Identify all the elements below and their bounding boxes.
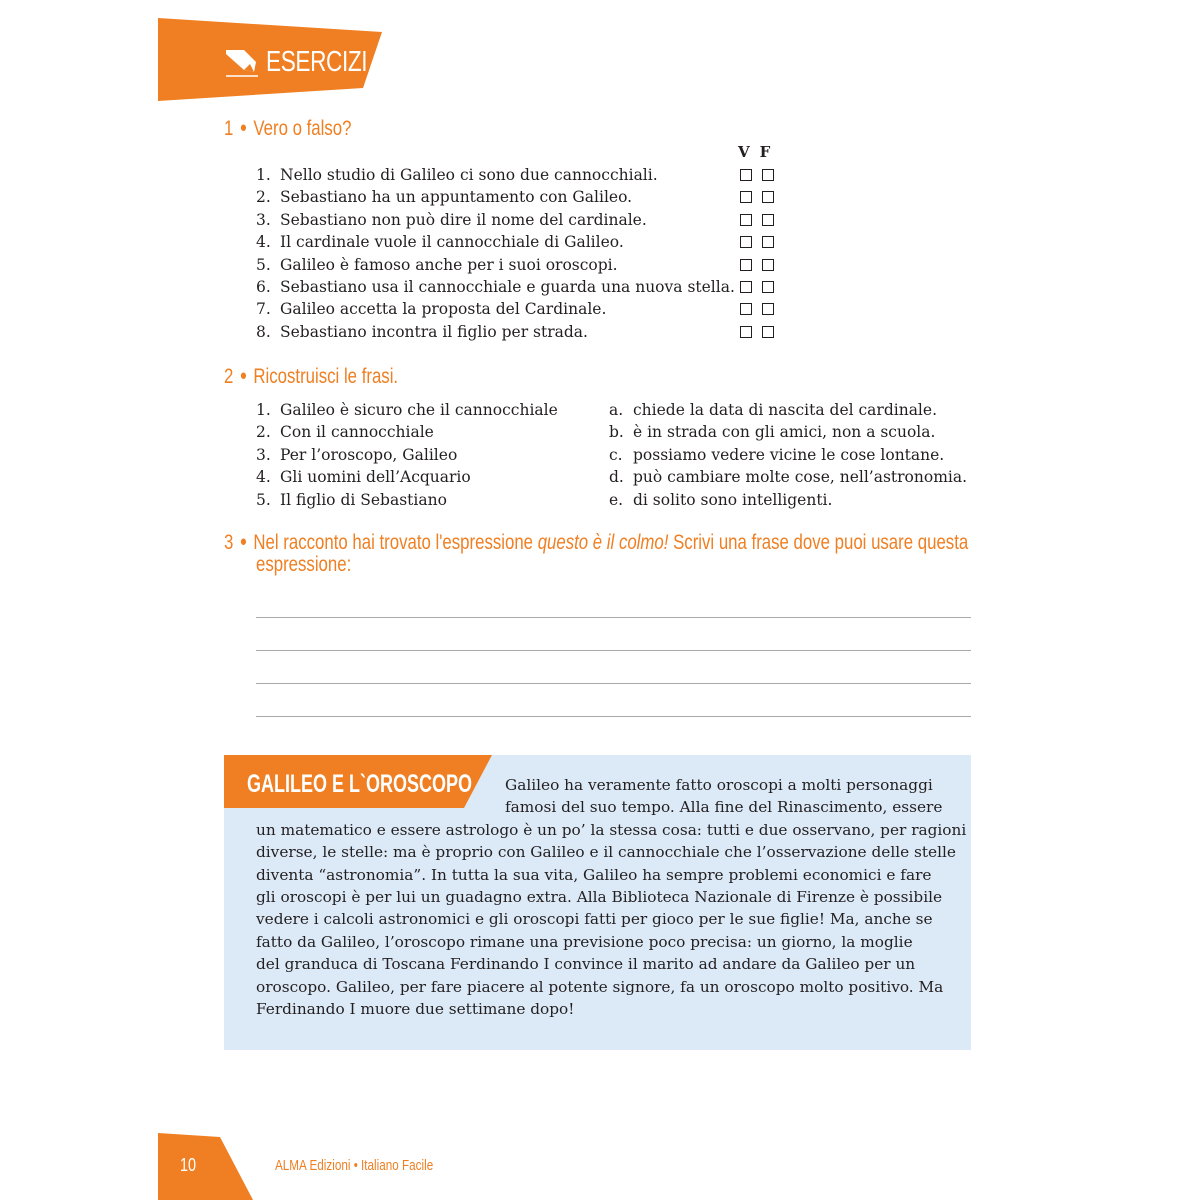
false-checkbox[interactable] [762,236,774,248]
item-number: a. [609,401,624,419]
true-checkbox[interactable] [740,281,752,293]
list-item [256,254,735,276]
page-number-tab [158,1133,253,1200]
item-text: Il figlio di Sebastiano [280,490,447,509]
info-text-line: del granduca di Toscana Ferdinando I convince il marito ad andare da Galileo per un [256,955,916,974]
false-checkbox[interactable] [762,169,774,181]
sentence-starts-list [256,399,558,511]
answer-line[interactable] [256,650,971,651]
info-text-line: diverse, le stelle: ma è proprio con Galileo e il cannocchiale che l’osservazione delle stelle [256,843,956,862]
item-text: Per l’oroscopo, Galileo [280,445,458,464]
exercise-title-text: Nel racconto hai trovato l'espressione [253,531,538,554]
answer-line[interactable] [256,617,971,618]
bullet: ● [239,367,247,384]
list-item [609,444,967,466]
list-item [256,421,558,443]
item-number: 1. [256,401,271,419]
item-number: e. [609,490,624,509]
exercise-1-title [224,117,351,141]
item-number: 5. [256,255,271,274]
exercise-number: 2 [224,365,234,388]
true-checkbox[interactable] [740,191,752,203]
item-number: 4. [256,233,271,252]
answer-line[interactable] [256,716,971,717]
exercise-2-title [224,365,398,389]
true-checkbox[interactable] [740,169,752,181]
item-number: 4. [256,468,271,487]
exercise-title-text: Vero o falso? [253,117,352,140]
exercise-3-title [224,531,968,576]
exercise-number: 1 [224,117,234,140]
item-text: di solito sono intelligenti. [633,490,833,509]
list-item [256,164,735,186]
item-text: Sebastiano usa il cannocchiale e guarda una nuova stella. [280,277,735,296]
info-text-line: famosi del suo tempo. Alla fine del Rinascimento, essere [505,798,943,817]
info-text-line: un matematico e essere astrologo è un po’ la stessa cosa: tutti e due osservano, per ragioni [256,820,967,839]
info-text-line: Galileo ha veramente fatto oroscopi a molti personaggi [505,776,933,794]
item-number: 7. [256,300,271,319]
list-item [256,276,735,298]
info-box-title: GALILEO E L`OROSCOPO [247,770,473,798]
true-checkbox[interactable] [740,236,752,248]
exercise-title-text-cont: Scrivi una frase dove puoi usare questa [668,531,969,554]
list-item [256,321,735,343]
item-text: chiede la data di nascita del cardinale. [633,401,937,419]
true-checkbox[interactable] [740,326,752,338]
true-checkbox[interactable] [740,259,752,271]
item-text: Il cardinale vuole il cannocchiale di Galileo. [280,233,624,252]
item-text: Galileo è sicuro che il cannocchiale [280,401,558,419]
false-column-label: F [759,143,781,161]
true-checkbox[interactable] [740,303,752,315]
item-number: 3. [256,210,271,229]
false-checkbox[interactable] [762,326,774,338]
true-column-label: V [738,143,760,161]
item-text: possiamo vedere vicine le cose lontane. [633,445,945,464]
item-text: Gli uomini dell’Acquario [280,468,471,487]
item-text: può cambiare molte cose, nell’astronomia. [633,468,968,487]
item-text: Galileo accetta la proposta del Cardinale. [280,300,607,319]
list-item [256,489,558,511]
true-false-list [256,164,735,343]
exercise-number: 3 [224,531,234,554]
item-text: Nello studio di Galileo ci sono due cannocchiali. [280,166,658,184]
false-checkbox[interactable] [762,259,774,271]
true-checkbox[interactable] [740,214,752,226]
false-checkbox[interactable] [762,303,774,315]
item-number: 5. [256,490,271,509]
item-text: Sebastiano incontra il figlio per strada. [280,322,588,341]
info-text-line: vedere i calcoli astronomici e gli oroscopi fatti per gioco per le sue figlie! Ma, anche se [256,910,933,929]
list-item [256,186,735,208]
list-item [609,399,967,421]
info-text-line: fatto da Galileo, l’oroscopo rimane una previsione poco precisa: un giorno, la moglie [256,932,913,951]
page-number: 10 [180,1155,197,1175]
exercise-title-expression: questo è il colmo! [537,531,669,554]
item-number: 3. [256,445,271,464]
exercise-title-text: Ricostruisci le frasi. [253,365,399,388]
list-item [256,466,558,488]
exercise-title-line2: espressione: [256,553,352,576]
info-text-line: diventa “astronomia”. In tutta la sua vita, Galileo ha sempre problemi economici e fare [256,865,932,884]
item-text: Sebastiano non può dire il nome del cardinale. [280,210,647,229]
list-item [609,466,967,488]
item-text: Galileo è famoso anche per i suoi oroscopi. [280,255,618,274]
true-false-header [738,143,780,161]
bullet: ● [239,119,247,136]
list-item [256,399,558,421]
false-checkbox[interactable] [762,191,774,203]
list-item [609,489,967,511]
section-title: ESERCIZI [266,46,368,78]
info-text-line: Ferdinando I muore due settimane dopo! [256,1000,575,1018]
item-text: è in strada con gli amici, non a scuola. [633,423,936,442]
item-number: 2. [256,188,271,207]
info-text-line: gli oroscopi è per lui un guadagno extra. Alla Biblioteca Nazionale di Firenze è possibile [256,888,943,906]
item-number: b. [609,423,624,442]
list-item [256,298,735,320]
list-item [609,421,967,443]
list-item [256,444,558,466]
bullet: ● [239,533,247,550]
item-number: 2. [256,423,271,442]
item-number: 8. [256,322,271,341]
item-number: d. [609,468,624,487]
sentence-endings-list [609,399,967,511]
footer-publisher: ALMA Edizioni • Italiano Facile [275,1157,434,1174]
list-item [256,231,735,253]
item-text: Sebastiano ha un appuntamento con Galileo. [280,188,633,207]
item-number: 6. [256,277,271,296]
list-item [256,209,735,231]
item-number: c. [609,445,623,464]
info-text-line: oroscopo. Galileo, per fare piacere al potente signore, fa un oroscopo molto positivo. Ma [256,977,944,996]
false-checkbox[interactable] [762,281,774,293]
item-text: Con il cannocchiale [280,423,434,442]
answer-line[interactable] [256,683,971,684]
pencil-icon [224,48,260,78]
false-checkbox[interactable] [762,214,774,226]
item-number: 1. [256,166,271,184]
